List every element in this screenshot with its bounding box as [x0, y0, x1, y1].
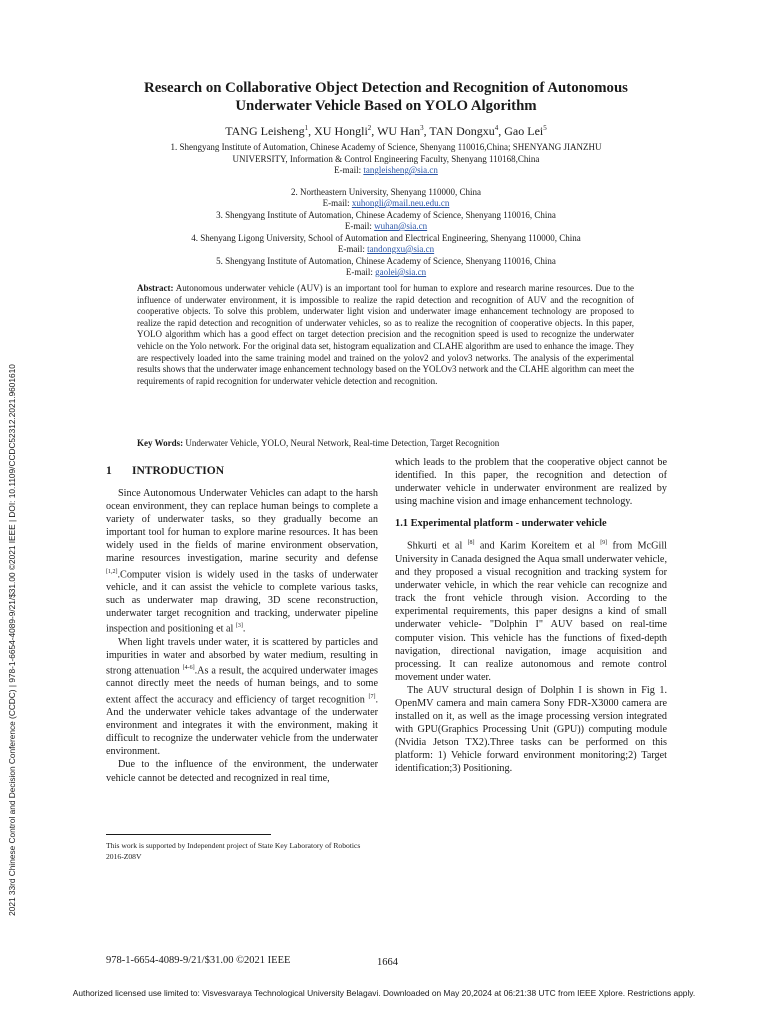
abstract: [137, 283, 634, 387]
email-label: E-mail:: [344, 221, 375, 231]
affiliation-email: [120, 267, 652, 279]
affiliation-line: 2. Northeastern University, Shenyang 110000, China: [290, 186, 482, 197]
affiliations: [120, 142, 652, 279]
citation: [8]: [467, 540, 475, 547]
affiliation-line: 1. Shengyang Institute of Automation, Chinese Academy of Science, Shenyang 110016,China; SHENYANG JIANZHU: [170, 142, 602, 152]
citation: [1,2]: [106, 568, 118, 575]
email-link[interactable]: gaolei@sia.cn: [375, 267, 427, 277]
keywords: [137, 437, 634, 449]
subsection-heading: 1.1 Experimental platform - underwater vehicle: [395, 518, 607, 530]
left-column: [106, 487, 378, 785]
abstract-text: Autonomous underwater vehicle (AUV) is an important tool for human to explore and research marine resources. Due to the influence of underwater environment, it is impossible to realize the rapid detection and recognition of AUV and the recognition of cooperative objects. To solve this problem, underwater light vision and underwater image enhancement technology are proposed to realize the rapid detection and recognition of underwater vehicles, so as to realize the recognition of cooperative objects. In this paper, YOLO algorithm which has a good effect on target detection precision and the recognition speed is used to recognize the underwater vehicle on the Yolo network. For the original data set, histogram equalization and CLAHE algorithm are used to enhance the image. They are respectively loaded into the same training model and trained on the yolov2 and yolov3 networks. The analysis of the experimental results shows that the underwater image enhancement technology based on the YOLOv3 network and the CLAHE algorithm can meet the requirements of rapid recognition for underwater vehicle detection and recognition.: [137, 283, 634, 386]
citation: [4-6]: [182, 665, 195, 671]
footnote: This work is supported by Independent project of State Key Laboratory of Robotics 2016-Z08V: [106, 841, 361, 861]
abstract-label: Abstract:: [137, 283, 174, 293]
email-link[interactable]: wuhan@sia.cn: [374, 221, 428, 231]
affiliation-line: UNIVERSITY, Information & Control Engineering Faculty, Shenyang 110168,China: [232, 153, 540, 164]
left-margin-strip: [0, 0, 24, 1024]
paper-title: [100, 79, 672, 115]
citation: [7]: [368, 693, 376, 700]
affiliation-line: 3. Shengyang Institute of Automation, Chinese Academy of Science, Shenyang 110016, China: [216, 209, 556, 220]
conference-sidebar-text: 2021 33rd Chinese Control and Decision Conference (CCDC) | 978-1-6654-4089-9/21/$31.00 ©2021 IEEE | DOI: 10.1109/CCDC52312.2021.9601610: [7, 364, 17, 916]
title-line-1: Research on Collaborative Object Detection and Recognition of Autonomous: [144, 80, 628, 96]
affiliation-email: [120, 221, 652, 233]
citation: [9]: [600, 540, 608, 547]
paragraph-continuation: which leads to the problem that the cooperative object cannot be identified. In this paper, the recognition and detection of underwater vehicle in underwater environment are realized by using machine vision and image enhancement technology.: [395, 457, 667, 508]
affiliation-line: 5. Shengyang Institute of Automation, Chinese Academy of Science, Shenyang 110016, China: [216, 255, 556, 266]
email-label: E-mail:: [322, 198, 352, 208]
affiliation-email: [120, 165, 652, 177]
citation: [3]: [235, 623, 243, 630]
email-label: E-mail:: [337, 244, 368, 254]
email-link[interactable]: xuhongli@mail.neu.edu.cn: [351, 198, 450, 208]
right-column: [395, 456, 667, 776]
footer-isbn: 978-1-6654-4089-9/21/$31.00 ©2021 IEEE: [106, 955, 291, 966]
section-heading-introduction: [106, 464, 224, 478]
paragraph: When light travels under water, it is scattered by particles and impurities in water and absorbed by water medium, resulting in strong attenuation [4-6].As a result, the acquired underwater images cannot directly meet the needs of human beings, and to some extent affect the accuracy and efficiency of target recognition [7]. And the underwater vehicle takes advantage of the underwater environment and integrates it with the environment, making it difficult to recognize the underwater vehicle from the underwater environment.: [106, 636, 378, 758]
author: Gao Lei$^5$: [504, 124, 547, 138]
keywords-label: Key Words:: [137, 438, 184, 448]
right-paragraphs: [395, 537, 667, 775]
section-number: 1: [106, 465, 112, 477]
email-label: E-mail:: [345, 267, 376, 277]
affiliation-gap: [120, 177, 652, 187]
email-label: E-mail:: [334, 165, 364, 175]
author: XU Hongli$^2$: [314, 124, 372, 138]
footnote-divider: [106, 834, 271, 835]
paragraph: Since Autonomous Underwater Vehicles can adapt to the harsh ocean environment, they can replace human beings to complete a variety of underwater tasks, so they gradually become an important tool for human to explore marine resources. It has been widely used in the fields of marine environment observation, marine resources investigation, marine security and defense [1,2].Computer vision is widely used in the tasks of underwater vehicle, and it can assist the vehicle to complete various tasks, such as underwater map drawing, 3D scene reconstruction, underwater target recognition and tracking, underwater pipeline inspection and positioning et al [3].: [106, 488, 378, 635]
page-number: 1664: [377, 957, 398, 968]
keywords-text: Underwater Vehicle, YOLO, Neural Network, Real-time Detection, Target Recognition: [183, 438, 500, 448]
author: TAN Dongxu$^4$: [429, 124, 499, 138]
affiliation-email: [120, 244, 652, 256]
paragraph: The AUV structural design of Dolphin I is shown in Fig 1. OpenMV camera and main camera Sony FDR-X3000 camera are installed on it, as well as the image processing version integrated with GPU(Graphics Processing Unit (GPU)) computing module (Nvidia Jetson TX2).Three tasks can be performed on this platform: 1) Vehicle forward environment monitoring;2) Target identification;3) Positioning.: [395, 684, 667, 775]
title-line-2: Underwater Vehicle Based on YOLO Algorithm: [235, 98, 537, 114]
paragraph: Due to the influence of the environment, the underwater vehicle cannot be detected and recognized in real time,: [106, 759, 378, 784]
email-link[interactable]: tandongxu@sia.cn: [367, 244, 435, 254]
affiliation-email: [120, 198, 652, 210]
section-title: INTRODUCTION: [132, 465, 225, 477]
email-link[interactable]: tangleisheng@sia.cn: [363, 165, 438, 175]
license-notice: Authorized licensed use limited to: Visvesvaraya Technological University Belagavi. Downloaded on May 20,2024 at 06:21:38 UTC from IEEE Xplore. Restrictions apply.: [72, 988, 696, 998]
author: WU Han$^3$: [377, 124, 424, 138]
author: TANG Leisheng$^1$: [225, 124, 309, 138]
author-list: TANG Leisheng$^1$, XU Hongli$^2$, WU Han$^3$, TAN Dongxu$^4$, Gao Lei$^5$: [225, 124, 547, 138]
affiliation-line: 4. Shenyang Ligong University, School of Automation and Electrical Engineering, Shenyang 110000, China: [191, 232, 581, 243]
paragraph: Shkurti et al [8] and Karim Koreitem et al [9] from McGill University in Canada designed the Aqua small underwater vehicle, and they proposed a visual recognition and tracking system for underwater vehicle, in which the rear vehicle can recognize and track the front vehicle through vision. According to the experimental requirements, this paper designs a kind of small underwater vehicle- "Dolphin I" AUV based on real-time computer vision. This vehicle has the functions of fixed-depth navigation, directional navigation, image acquisition and processing. It can realize autonomous and remote control movement under water.: [395, 540, 667, 683]
